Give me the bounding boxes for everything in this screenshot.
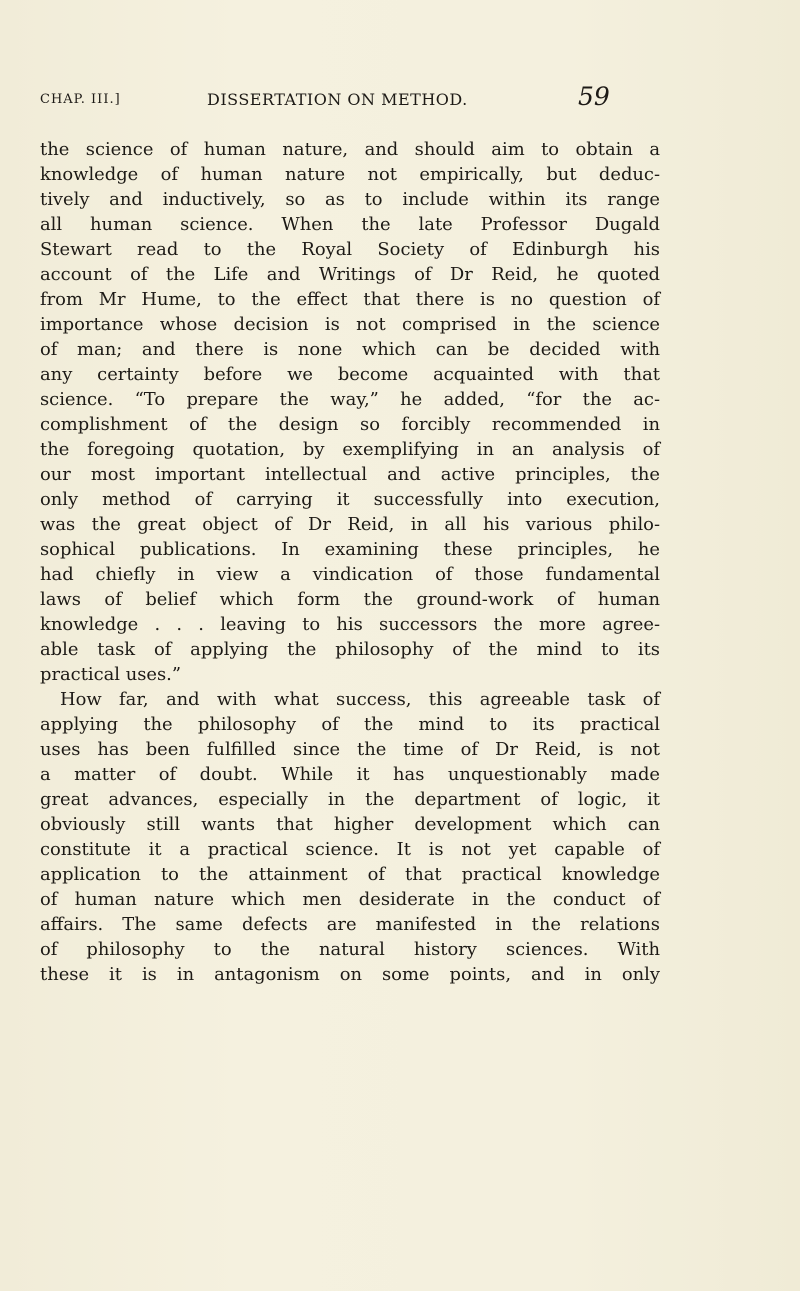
text-line: affairs. The same defects are manifested in the relations [40,914,660,935]
text-line: only method of carrying it successfully into execution, [40,489,660,510]
text-line: from Mr Hume, to the effect that there is no question of [40,289,660,310]
text-line: able task of applying the philosophy of the mind to its [40,639,660,660]
text-line: tively and inductively, so as to include within its range [40,189,660,210]
paragraph-end-line: practical uses.” [40,664,182,685]
text-line: a matter of doubt. While it has unquestionably made [40,764,660,785]
body-text [40,137,660,987]
text-line: sophical publications. In examining these principles, he [40,539,660,560]
running-title: DISSERTATION ON METHOD. [207,90,468,109]
text-line: importance whose decision is not comprised in the science [40,314,660,335]
text-line: complishment of the design so forcibly recommended in [40,414,660,435]
paragraph-start-line: How far, and with what success, this agreeable task of [60,689,660,710]
text-line: the foregoing quotation, by exemplifying in an analysis of [40,439,660,460]
text-line: account of the Life and Writings of Dr Reid, he quoted [40,264,660,285]
text-line: science. “To prepare the way,” he added, “for the ac- [40,389,660,410]
text-line: all human science. When the late Professor Dugald [40,214,660,235]
text-line: applying the philosophy of the mind to its practical [40,714,660,735]
text-line: knowledge . . . leaving to his successors the more agree- [40,614,660,635]
text-line: great advances, especially in the department of logic, it [40,789,660,810]
text-line: laws of belief which form the ground-work of human [40,589,660,610]
text-line: constitute it a practical science. It is not yet capable of [40,839,660,860]
text-line: of man; and there is none which can be decided with [40,339,660,360]
text-line: our most important intellectual and active principles, the [40,464,660,485]
text-line: had chiefly in view a vindication of those fundamental [40,564,660,585]
text-line: application to the attainment of that practical knowledge [40,864,660,885]
text-line: Stewart read to the Royal Society of Edinburgh his [40,239,660,260]
text-line: of philosophy to the natural history sciences. With [40,939,660,960]
text-line: uses has been fulfilled since the time of Dr Reid, is not [40,739,660,760]
text-line: knowledge of human nature not empirically, but deduc- [40,164,660,185]
running-head [40,82,760,116]
chapter-label: CHAP. III.] [40,92,121,107]
text-line: any certainty before we become acquainted with that [40,364,660,385]
text-line: the science of human nature, and should aim to obtain a [40,139,660,160]
text-line: of human nature which men desiderate in the conduct of [40,889,660,910]
text-line: these it is in antagonism on some points, and in only [40,964,660,985]
text-line: obviously still wants that higher development which can [40,814,660,835]
page-number: 59 [578,82,610,111]
text-line: was the great object of Dr Reid, in all his various philo- [40,514,660,535]
